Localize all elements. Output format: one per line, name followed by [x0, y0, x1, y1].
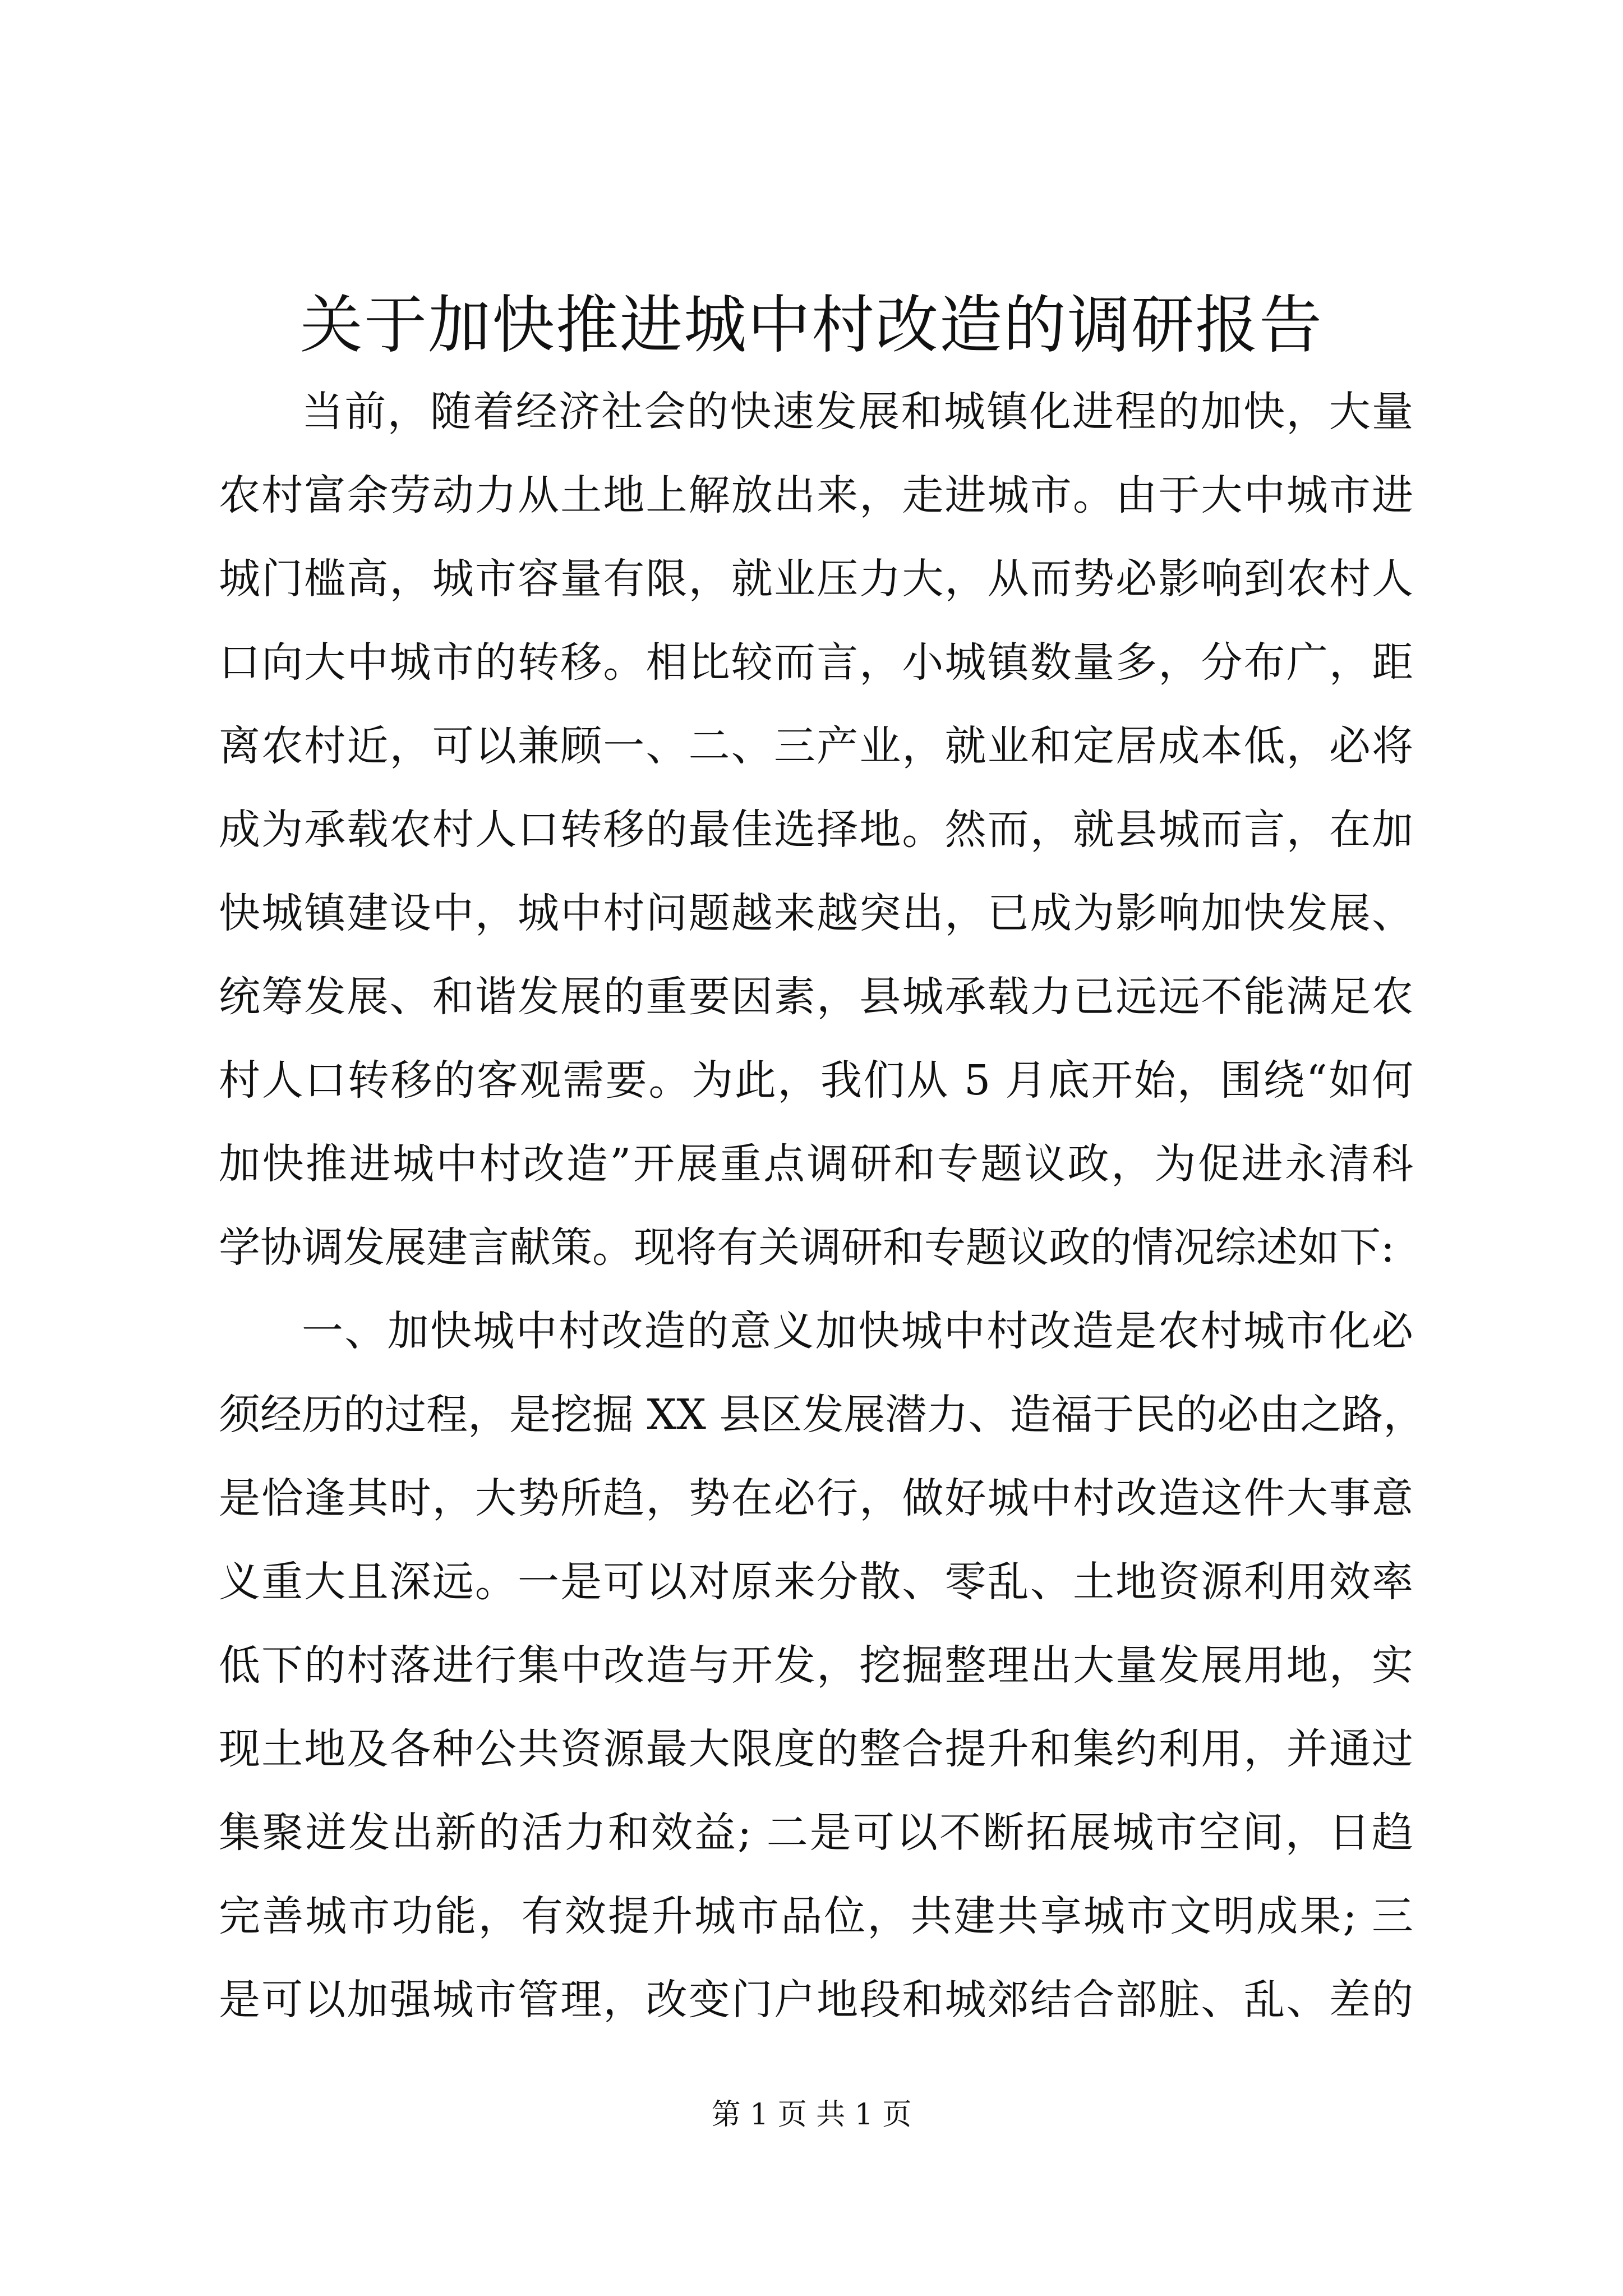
document-title: 关于加快推进城中村改造的调研报告: [300, 289, 1323, 362]
paragraph-line: 成为承载农村人口转移的最佳选择地。然而，就县城而言，在加: [219, 806, 1413, 854]
paragraph-line: 义重大且深远。一是可以对原来分散、零乱、土地资源利用效率: [219, 1558, 1413, 1606]
paragraph-line: 村人口转移的客观需要。为此，我们从 5 月底开始，围绕“如何: [219, 1056, 1413, 1105]
page-number: 第 1 页 共 1 页: [711, 2098, 912, 2132]
paragraph-line: 低下的村落进行集中改造与开发，挖掘整理出大量发展用地，实: [219, 1641, 1413, 1690]
paragraph-line: 一、加快城中村改造的意义加快城中村改造是农村城市化必: [302, 1307, 1413, 1355]
paragraph-line: 是可以加强城市管理，改变门户地段和城郊结合部脏、乱、差的: [219, 1976, 1413, 2024]
paragraph-line: 是恰逢其时，大势所趋，势在必行，做好城中村改造这件大事意: [219, 1474, 1413, 1522]
paragraph-line: 当前，随着经济社会的快速发展和城镇化进程的加快，大量: [302, 388, 1413, 436]
paragraph-line: 学协调发展建言献策。现将有关调研和专题议政的情况综述如下:: [219, 1223, 1395, 1272]
document-body: [219, 370, 1425, 2042]
paragraph-line: 须经历的过程，是挖掘 XX 县区发展潜力、造福于民的必由之路，: [219, 1391, 1425, 1439]
paragraph-line: 城门槛高，城市容量有限，就业压力大，从而势必影响到农村人: [219, 555, 1413, 603]
paragraph-line: 完善城市功能，有效提升城市品位，共建共享城市文明成果; 三: [219, 1892, 1413, 1940]
paragraph-line: 统筹发展、和谐发展的重要因素，县城承载力已远远不能满足农: [219, 973, 1413, 1021]
paragraph-line: 集聚迸发出新的活力和效益; 二是可以不断拓展城市空间，日趋: [219, 1809, 1413, 1857]
paragraph-line: 加快推进城中村改造”开展重点调研和专题议政，为促进永清科: [219, 1140, 1413, 1188]
paragraph-line: 口向大中城市的转移。相比较而言，小城镇数量多，分布广，距: [219, 638, 1413, 687]
paragraph-line: 现土地及各种公共资源最大限度的整合提升和集约利用，并通过: [219, 1725, 1413, 1773]
paragraph-line: 农村富余劳动力从土地上解放出来，走进城市。由于大中城市进: [219, 471, 1413, 519]
paragraph-line: 离农村近，可以兼顾一、二、三产业，就业和定居成本低，必将: [219, 722, 1413, 770]
paragraph-line: 快城镇建设中，城中村问题越来越突出，已成为影响加快发展、: [219, 889, 1413, 937]
